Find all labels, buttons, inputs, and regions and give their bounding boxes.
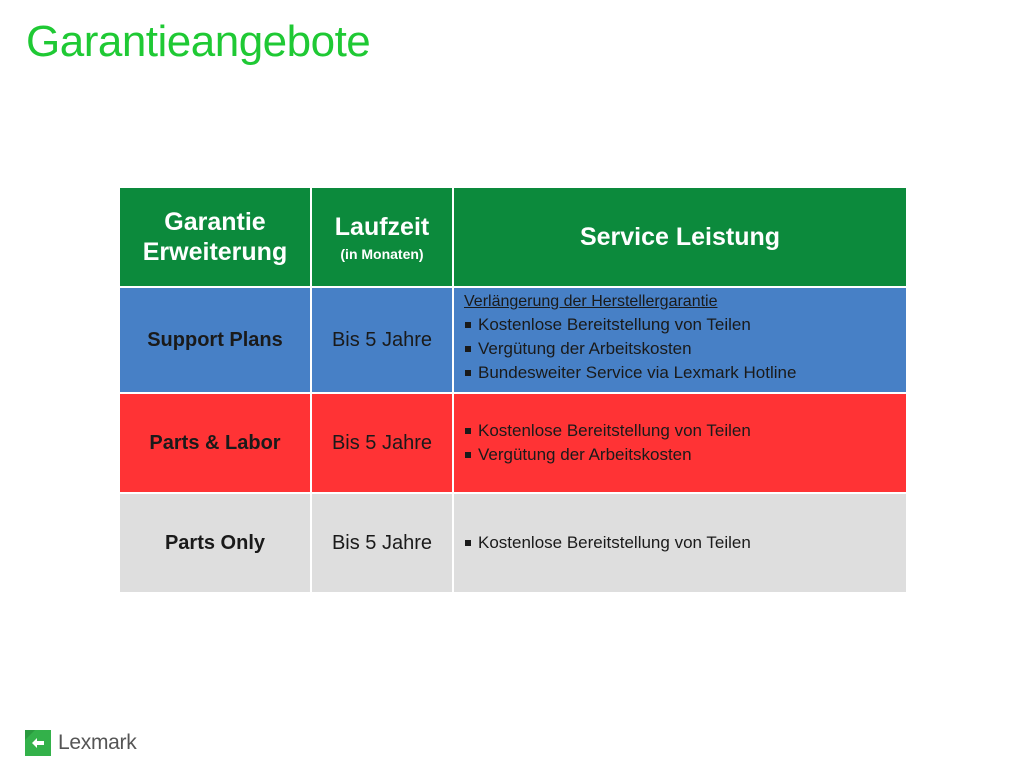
service-item-text: Bundesweiter Service via Lexmark Hotline <box>478 363 797 382</box>
service-list <box>464 531 906 555</box>
service-item-text: Vergütung der Arbeitskosten <box>478 445 692 464</box>
warranty-table-container <box>118 186 906 588</box>
header-warranty-line1: Garantie <box>164 208 266 236</box>
service-details <box>453 287 907 393</box>
service-item <box>464 337 906 361</box>
service-item <box>464 313 906 337</box>
warranty-table <box>118 186 908 594</box>
table-header-row <box>119 187 907 287</box>
service-list <box>464 313 906 385</box>
header-duration-unit: (in Monaten) <box>340 246 424 262</box>
plan-name: Parts & Labor <box>119 393 311 493</box>
square-bullet-icon <box>465 346 471 352</box>
plan-name: Parts Only <box>119 493 311 593</box>
header-service-label: Service Leistung <box>579 223 781 251</box>
lexmark-wordmark: Lexmark <box>58 731 137 754</box>
header-warranty-extension <box>119 187 311 287</box>
service-intro: Verlängerung der Herstellergarantie <box>464 293 718 310</box>
service-item-text: Vergütung der Arbeitskosten <box>478 339 692 358</box>
service-details <box>453 493 907 593</box>
square-bullet-icon <box>465 370 471 376</box>
service-item <box>464 361 906 385</box>
service-item <box>464 443 906 467</box>
service-item-text: Kostenlose Bereitstellung von Teilen <box>478 533 751 552</box>
square-bullet-icon <box>465 322 471 328</box>
service-item-text: Kostenlose Bereitstellung von Teilen <box>478 421 751 440</box>
square-bullet-icon <box>465 540 471 546</box>
slide-title: Garantieangebote <box>26 17 371 66</box>
table-row-support-plans <box>119 287 907 393</box>
lexmark-logo <box>25 730 136 756</box>
service-item-text: Kostenlose Bereitstellung von Teilen <box>478 315 751 334</box>
service-item <box>464 419 906 443</box>
header-duration-label: Laufzeit <box>334 213 430 241</box>
plan-duration: Bis 5 Jahre <box>311 287 453 393</box>
square-bullet-icon <box>465 452 471 458</box>
plan-duration: Bis 5 Jahre <box>311 393 453 493</box>
service-item <box>464 531 906 555</box>
plan-name: Support Plans <box>119 287 311 393</box>
lexmark-diamond-icon <box>25 730 51 756</box>
table-row-parts-labor <box>119 393 907 493</box>
header-warranty-line2: Erweiterung <box>142 238 288 266</box>
plan-duration: Bis 5 Jahre <box>311 493 453 593</box>
header-duration <box>311 187 453 287</box>
header-service <box>453 187 907 287</box>
square-bullet-icon <box>465 428 471 434</box>
service-list <box>464 419 906 467</box>
service-details <box>453 393 907 493</box>
table-row-parts-only <box>119 493 907 593</box>
